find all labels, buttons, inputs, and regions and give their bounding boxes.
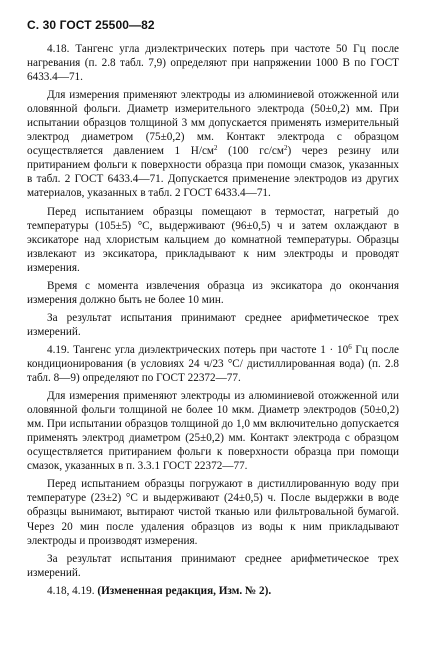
paragraph-text: Перед испытанием образцы погружают в дистиллированную воду при температуре (23±2) °С и выдерживают (24±0,5) ч. После выдержки в воде образцы вынимают, вытирают чистой тканью или фильтровальной бумагой. Через 20 мин после удаления образцов из воды к ним прикладывают электроды и производят измерения. xyxy=(27,478,399,547)
superscript: 6 xyxy=(348,342,352,351)
amendment-note: (Измененная редакция, Изм. № 2). xyxy=(97,584,272,597)
paragraph-text: Для измерения применяют электроды из алюминиевой отожженной или оловянной фольги. Диаметр измерительного электрода (50±0,2) мм. При испытании образцов толщиной 3 мм допускается применять измерительный электрод диаметром (75±0,2) мм. Контакт электрода с образцом осуществляется давлением 1 Н/см xyxy=(27,89,399,158)
paragraph-text: Гц после кондиционирования (в условиях 24 ч/23 °С/ дистиллированная вода) (п. 2.8 табл. 8—9) определяют по ГОСТ 22372—77. xyxy=(27,343,399,385)
paragraph-electrodes-4-19 xyxy=(27,389,399,473)
page-header: С. 30 ГОСТ 25500—82 xyxy=(27,18,155,32)
paragraph-text: Для измерения применяют электроды из алюминиевой отожженной или оловянной фольги толщиной не более 10 мкм. Диаметр электродов (50±0,2) мм. При испытании образцов толщиной до 1,0 мм включительно допускается применять электрод диаметром (25±0,2) мм. Контакт электрода с образцом осуществляется притиранием фольги к поверхности образца при помощи смазок, указанных в п. 3.3.1 ГОСТ 22372—77. xyxy=(27,390,399,473)
paragraph-4-19 xyxy=(27,343,399,385)
paragraph-text: За результат испытания принимают среднее арифметическое трех измерений. xyxy=(27,552,399,579)
document-page xyxy=(27,18,399,602)
superscript: 2 xyxy=(214,144,218,153)
paragraph-text: За результат испытания принимают среднее арифметическое трех измерений. xyxy=(27,311,399,338)
paragraph-electrodes-4-18 xyxy=(27,88,399,200)
paragraph-4-18 xyxy=(27,42,399,84)
paragraph-result-4-19 xyxy=(27,552,399,580)
paragraph-result-4-18 xyxy=(27,311,399,339)
paragraph-text: 4.18, 4.19. xyxy=(47,584,98,597)
superscript: 2 xyxy=(283,144,288,153)
paragraph-text: ) через резину или притиранием фольги к поверхности образца при помощи смазок, указанных в табл. 2 ГОСТ 6433.4—71. Допускается применение электродов из других материалов, указанных в табл. 2 ГОСТ 6433.4—71. xyxy=(27,145,399,200)
paragraph-text: Время с момента извлечения образца из эксикатора до окончания измерения должно быть не более 10 мин. xyxy=(27,279,399,306)
paragraph-amendment xyxy=(27,584,399,598)
paragraph-text: 4.19. Тангенс угла диэлектрических потерь при частоте 1 · 10 xyxy=(47,343,349,356)
paragraph-text: Перед испытанием образцы помещают в термостат, нагретый до температуры (105±5) °С, выдерживают (96±0,5) ч и затем охлаждают в эксикаторе над хлористым кальцием до комнатной температуры. Образцы извлекают из эксикатора, прикладывают к ним электроды и проводят измерения. xyxy=(27,205,399,274)
paragraph-thermostat xyxy=(27,205,399,275)
paragraph-time-limit xyxy=(27,279,399,307)
paragraph-text: (100 гс/см xyxy=(217,145,284,158)
paragraph-text: 4.18. Тангенс угла диэлектрических потерь при частоте 50 Гц после нагревания (п. 2.8 табл. 7,9) определяют при напряжении 1000 В по ГОСТ 6433.4—71. xyxy=(27,43,399,84)
paragraph-immersion xyxy=(27,477,399,547)
